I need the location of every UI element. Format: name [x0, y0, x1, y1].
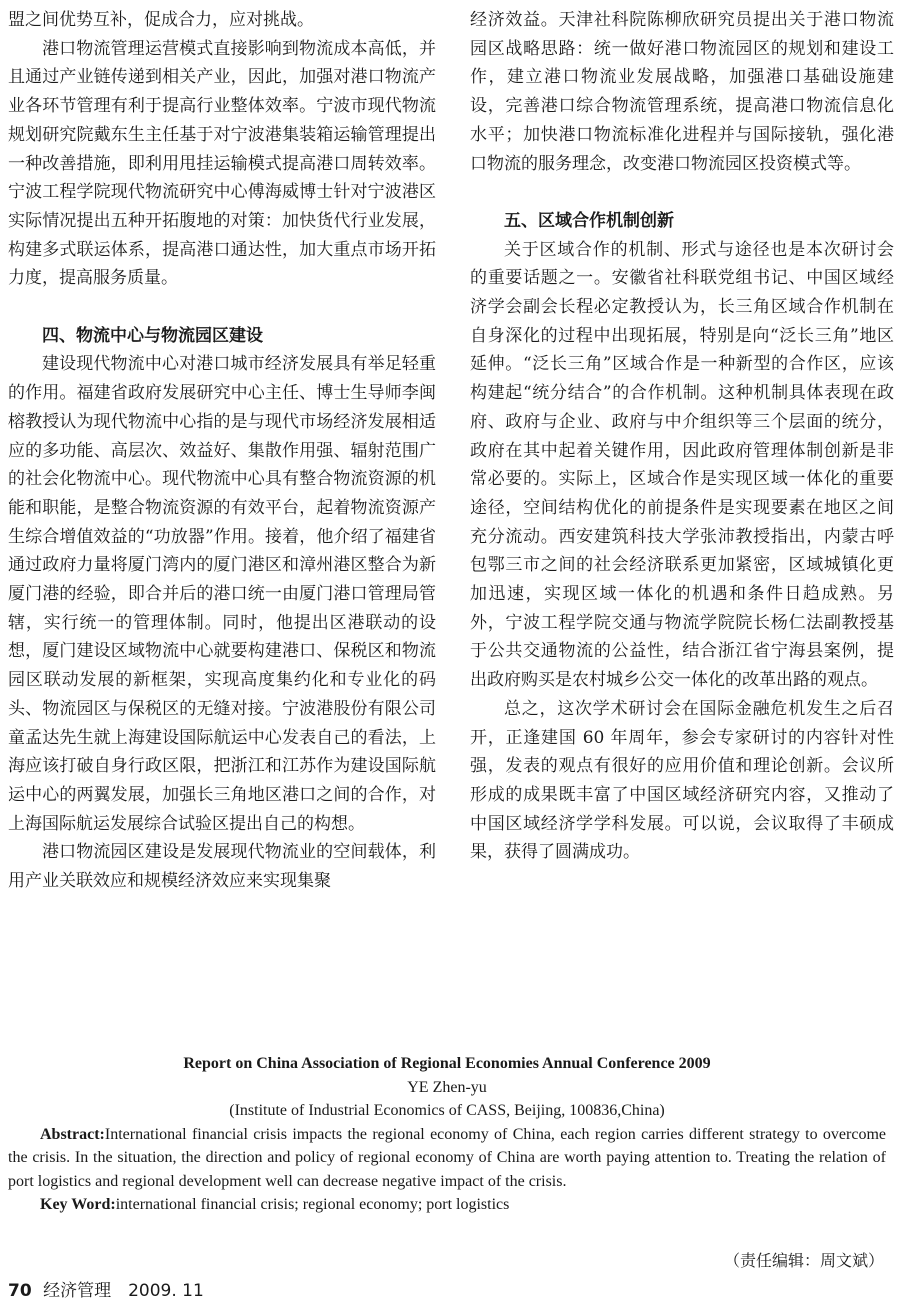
section-heading-4: 四、物流中心与物流园区建设: [42, 325, 263, 346]
abstract-text: International financial crisis impacts the regional economy of China, each region carries different strategy to overcome the crisis. In the situation, the direction and policy of regional economy of China are worth paying attention to. Treating the relation of port logistics and regional development well can decrease negative impact of the crisis.: [8, 1125, 886, 1190]
paragraph: 总之，这次学术研讨会在国际金融危机发生之后召开，正逢建国 60 年周年，参会专家研讨的内容针对性强，发表的观点有很好的应用价值和理论创新。会议所形成的成果既丰富了中国区域经济研究内容，又推动了中国区域经济学学科发展。可以说，会议取得了丰硕成果，获得了圆满成功。: [470, 698, 894, 863]
keywords-label: Key Word:: [40, 1196, 116, 1213]
paragraph: 建设现代物流中心对港口城市经济发展具有举足轻重的作用。福建省政府发展研究中心主任、博士生导师李闽榕教授认为现代物流中心指的是与现代市场经济发展相适应的多功能、高层次、效益好、集散作用强、辐射范围广的社会化物流中心。现代物流中心具有整合物流资源的机能和职能，是整合物流资源的有效平台，起着物流资源产生综合增值效益的“功放器”作用。接着，他介绍了福建省通过政府力量将厦门湾内的厦门港区和漳州港区整合为新厦门港的经验，即合并后的港口统一由厦门港口管理局管辖，实行统一的管理体制。同时，他提出区港联动的设想，厦门建设区域物流中心就要构建港口、保税区和物流园区联动发展的新框架，实现高度集约化和专业化的码头、物流园区与保税区的无缝对接。宁波港股份有限公司童孟达先生就上海建设国际航运中心发表自己的看法，上海应该打破自身行政区限，把浙江和江苏作为建设国际航运中心的两翼发展，加强长三角地区港口之间的合作，对上海国际航运发展综合试验区提出自己的构想。: [8, 354, 436, 834]
english-author: YE Zhen-yu: [407, 1078, 487, 1096]
english-abstract-block: [8, 1052, 886, 1217]
section-heading-5: 五、区域合作机制创新: [504, 210, 674, 231]
paragraph: 港口物流管理运营模式直接影响到物流成本高低，并且通过产业链传递到相关产业，因此，加强对港口物流产业各环节管理有利于提高行业整体效率。宁波市现代物流规划研究院戴东生主任基于对宁波港集装箱运输管理提出一种改善措施，即利用甩挂运输模式提高港口周转效率。宁波工程学院现代物流研究中心傅海威博士针对宁波港区实际情况提出五种开拓腹地的对策：加快货代行业发展，构建多式联运体系，提高港口通达性，加大重点市场开拓力度，提高服务质量。: [8, 38, 436, 289]
english-institution: (Institute of Industrial Economics of CASS, Beijing, 100836,China): [229, 1102, 665, 1119]
right-column: [470, 6, 894, 867]
paragraph: 港口物流园区建设是发展现代物流业的空间载体，利用产业关联效应和规模经济效应来实现集聚: [8, 842, 436, 892]
left-column: [8, 6, 436, 896]
paragraph: 经济效益。天津社科院陈柳欣研究员提出关于港口物流园区战略思路：统一做好港口物流园区的规划和建设工作，建立港口物流业发展战略，加强港口基础设施建设，完善港口综合物流管理系统，提高港口物流信息化水平；加快港口物流标准化进程并与国际接轨，强化港口物流的服务理念，改变港口物流园区投资模式等。: [470, 10, 894, 174]
english-keywords: [8, 1193, 886, 1217]
editor-credit: （责任编辑：周文斌）: [723, 1251, 884, 1270]
paragraph: 盟之间优势互补，促成合力，应对挑战。: [8, 10, 314, 30]
keywords-text: international financial crisis; regional economy; port logistics: [115, 1196, 510, 1213]
english-abstract: [8, 1123, 886, 1194]
page-number: 70: [8, 1281, 32, 1301]
english-title: Report on China Association of Regional Economies Annual Conference 2009: [183, 1055, 711, 1072]
journal-issue: 经济管理 2009. 11: [43, 1281, 204, 1301]
abstract-label: Abstract:: [40, 1125, 105, 1143]
paragraph: 关于区域合作的机制、形式与途径也是本次研讨会的重要话题之一。安徽省社科联党组书记、中国区域经济学会副会长程必定教授认为，长三角区域合作机制在自身深化的过程中出现拓展，特别是向“泛长三角”地区延伸。“泛长三角”区域合作是一种新型的合作区，应该构建起“统分结合”的合作机制。这种机制具体表现在政府、政府与企业、政府与中介组织等三个层面的统分，政府在其中起着关键作用，因此政府管理体制创新是非常必要的。实际上，区域合作是实现区域一体化的重要途径，空间结构优化的前提条件是实现要素在地区之间充分流动。西安建筑科技大学张沛教授指出，内蒙古呼包鄂三市之间的社会经济联系更加紧密，区域城镇化更加迅速，实现区域一体化的机遇和条件日趋成熟。另外，宁波工程学院交通与物流学院院长杨仁法副教授基于公共交通物流的公益性，结合浙江省宁海县案例，提出政府购买是农村城乡公交一体化的改革出路的观点。: [470, 239, 894, 691]
page-footer: [8, 1276, 204, 1301]
